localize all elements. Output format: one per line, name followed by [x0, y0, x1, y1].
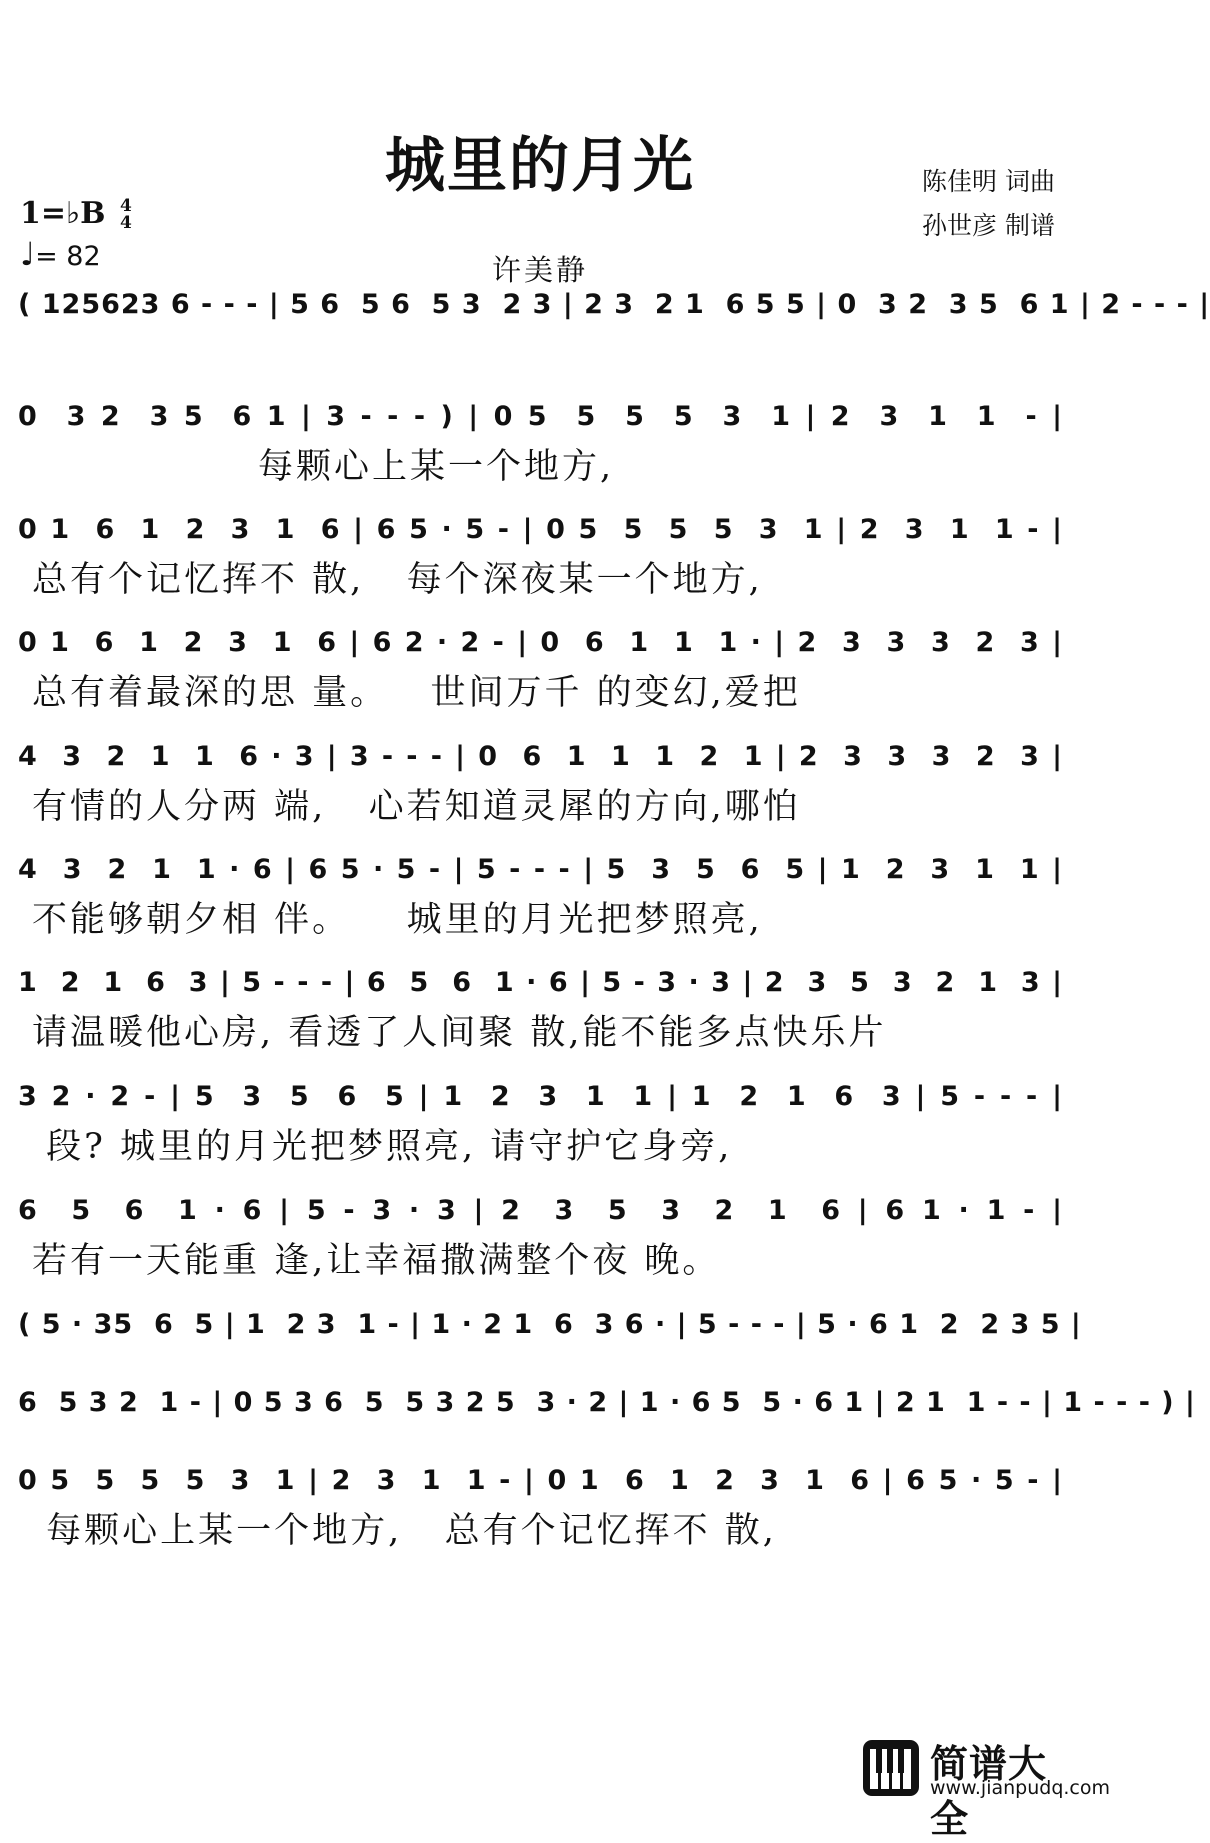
- time-signature: [120, 198, 132, 232]
- notation-line: ( 125623 6 - - - | 5 6 5 6 5 3 2 3 | 2 3 2 1 6 5 5 | 0 3 2 3 5 6 1 | 2 - - - |: [18, 289, 1210, 320]
- notation-line: ( 5 · 35 6 5 | 1 2 3 1 - | 1 · 2 1 6 3 6 · | 5 - - - | 5 · 6 1 2 2 3 5 |: [18, 1309, 1082, 1340]
- score-system-3: [18, 505, 1063, 605]
- lyrics-line: [18, 330, 1063, 380]
- notation-line: 0 1 6 1 2 3 1 6 | 6 5 · 5 - | 0 5 5 5 5 3 1 | 2 3 1 1 - |: [18, 514, 1063, 545]
- credit-lyrics: 陈佳明 词曲: [922, 167, 1055, 196]
- notation-line: 0 3 2 3 5 6 1 | 3 - - - ) | 0 5 5 5 5 3 1 | 2 3 1 1 - |: [18, 401, 1063, 432]
- score-system-12: [18, 1456, 1063, 1556]
- logo-name: 简谱大全: [930, 1742, 1048, 1841]
- time-bottom: 4: [119, 213, 132, 233]
- credit-score: 孙世彦 制谱: [922, 211, 1055, 240]
- notation-line: 0 5 5 5 5 3 1 | 2 3 1 1 - | 0 1 6 1 2 3 1 6 | 6 5 · 5 - |: [18, 1465, 1063, 1496]
- score-system-6: [18, 845, 1063, 945]
- lyrics-line: 请温暖他心房, 看透了人间聚 散,能不能多点快乐片: [32, 1013, 887, 1053]
- score-system-10: [18, 1300, 1082, 1350]
- page-title: 城里的月光: [385, 131, 695, 201]
- score-system-2: [18, 392, 1063, 492]
- quarter-note-icon: ♩: [20, 235, 36, 273]
- lyrics-line: 总有个记忆挥不 散, 每个深夜某一个地方,: [32, 560, 763, 600]
- lyrics-line: 总有着最深的思 量。 世间万千 的变幻,爱把: [32, 673, 801, 713]
- tempo-value: = 82: [35, 241, 101, 272]
- lyrics-line: 每颗心上某一个地方, 总有个记忆挥不 散,: [32, 1511, 777, 1551]
- notation-line: 4 3 2 1 1 · 6 | 6 5 · 5 - | 5 - - - | 5 3 5 6 5 | 1 2 3 1 1 |: [18, 854, 1063, 885]
- score-system-4: [18, 618, 1063, 718]
- lyrics-line: 若有一天能重 逢,让幸福撒满整个夜 晚。: [32, 1241, 721, 1281]
- key-signature: [20, 196, 132, 232]
- time-top: 4: [119, 196, 132, 216]
- logo-url[interactable]: www.jianpudq.com: [930, 1777, 1110, 1799]
- site-logo[interactable]: [860, 1735, 1110, 1841]
- notation-line: 6 5 3 2 1 - | 0 5 3 6 5 5 3 2 5 3 · 2 | 1 · 6 5 5 · 6 1 | 2 1 1 - - | 1 - - - ) |: [18, 1387, 1196, 1418]
- notation-line: 1 2 1 6 3 | 5 - - - | 6 5 6 1 · 6 | 5 - 3 · 3 | 2 3 5 3 2 1 3 |: [18, 967, 1063, 998]
- notation-line: 4 3 2 1 1 6 · 3 | 3 - - - | 0 6 1 1 1 2 1 | 2 3 3 3 2 3 |: [18, 741, 1063, 772]
- score-system-9: [18, 1186, 1063, 1286]
- lyrics-line: 不能够朝夕相 伴。 城里的月光把梦照亮,: [32, 900, 763, 940]
- lyrics-line: 有情的人分两 端, 心若知道灵犀的方向,哪怕: [32, 787, 801, 827]
- lyrics-line: 每颗心上某一个地方,: [32, 447, 615, 487]
- notation-line: 3 2 · 2 - | 5 3 5 6 5 | 1 2 3 1 1 | 1 2 1 6 3 | 5 - - - |: [18, 1081, 1063, 1112]
- score-system-5: [18, 732, 1063, 832]
- credits: [922, 160, 1055, 248]
- notation-line: 6 5 6 1 · 6 | 5 - 3 · 3 | 2 3 5 3 2 1 6 | 6 1 · 1 - |: [18, 1195, 1063, 1226]
- score-system-8: [18, 1072, 1063, 1172]
- lyrics-line: 段? 城里的月光把梦照亮, 请守护它身旁,: [32, 1127, 733, 1167]
- score-system-1: [18, 280, 1210, 380]
- singer: 许美静: [491, 253, 588, 287]
- score-system-11: [18, 1378, 1196, 1428]
- score-system-7: [18, 958, 1063, 1058]
- piano-icon: [860, 1737, 922, 1799]
- notation-line: 0 1 6 1 2 3 1 6 | 6 2 · 2 - | 0 6 1 1 1 · | 2 3 3 3 2 3 |: [18, 627, 1063, 658]
- key-label: 1=♭B: [20, 196, 106, 231]
